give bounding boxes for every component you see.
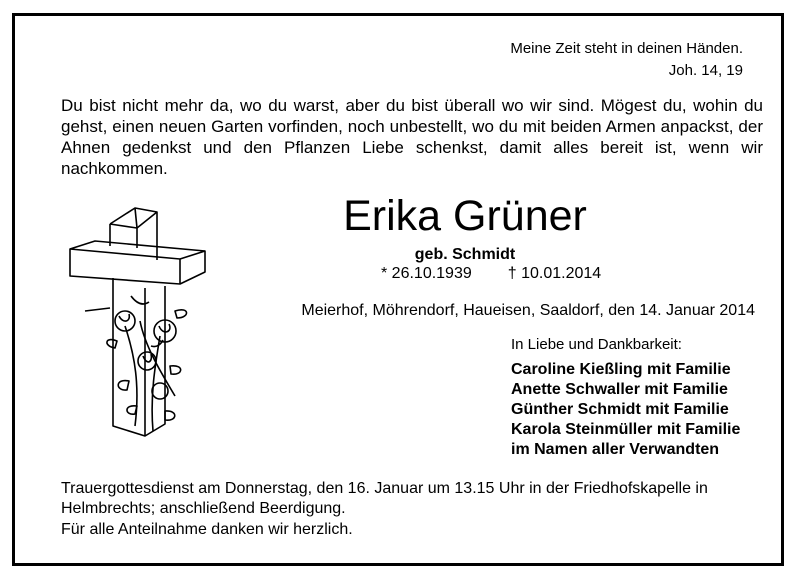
obituary-card	[12, 13, 784, 566]
birth-date: * 26.10.1939	[381, 265, 472, 282]
deceased-name: Erika Grüner	[343, 192, 587, 240]
cross-with-roses-icon	[65, 196, 225, 471]
death-date: † 10.01.2014	[507, 265, 602, 282]
maiden-name: geb. Schmidt	[414, 246, 516, 263]
bible-verse	[510, 38, 743, 82]
mourner-name: Günther Schmidt mit Familie	[511, 401, 729, 418]
mourner-name: im Namen aller Verwandten	[511, 441, 720, 458]
funeral-service-info: Trauergottesdienst am Donnerstag, den 16. Januar um 13.15 Uhr in der Friedhofskapelle in Helmbrechts; anschließend Beerdigung.	[61, 480, 708, 517]
mourners-list	[511, 360, 740, 460]
mourners-intro: In Liebe und Dankbarkeit:	[511, 336, 682, 353]
bible-verse-text: Meine Zeit steht in deinen Händen.	[510, 40, 743, 57]
closing-thanks: Für alle Anteilnahme danken wir herzlich.	[61, 521, 353, 538]
mourner-name: Caroline Kießling mit Familie	[511, 361, 731, 378]
place-and-date: Meierhof, Möhrendorf, Haueisen, Saaldorf, den 14. Januar 2014	[301, 302, 755, 319]
mourner-name: Karola Steinmüller mit Familie	[511, 421, 741, 438]
bible-verse-reference: Joh. 14, 19	[668, 62, 743, 79]
memorial-poem: Du bist nicht mehr da, wo du warst, aber du bist überall wo wir sind. Mögest du, wohin du gehst, einen neuen Garten vorfinden, noch unbestellt, wo du mit beiden Armen anpackst, der Ahnen gedenkst und den Pflanzen Liebe schenkst, damit alles bereit ist, wenn wir nachkommen.	[61, 96, 763, 178]
life-dates	[381, 265, 601, 283]
mourner-name: Anette Schwaller mit Familie	[511, 381, 728, 398]
